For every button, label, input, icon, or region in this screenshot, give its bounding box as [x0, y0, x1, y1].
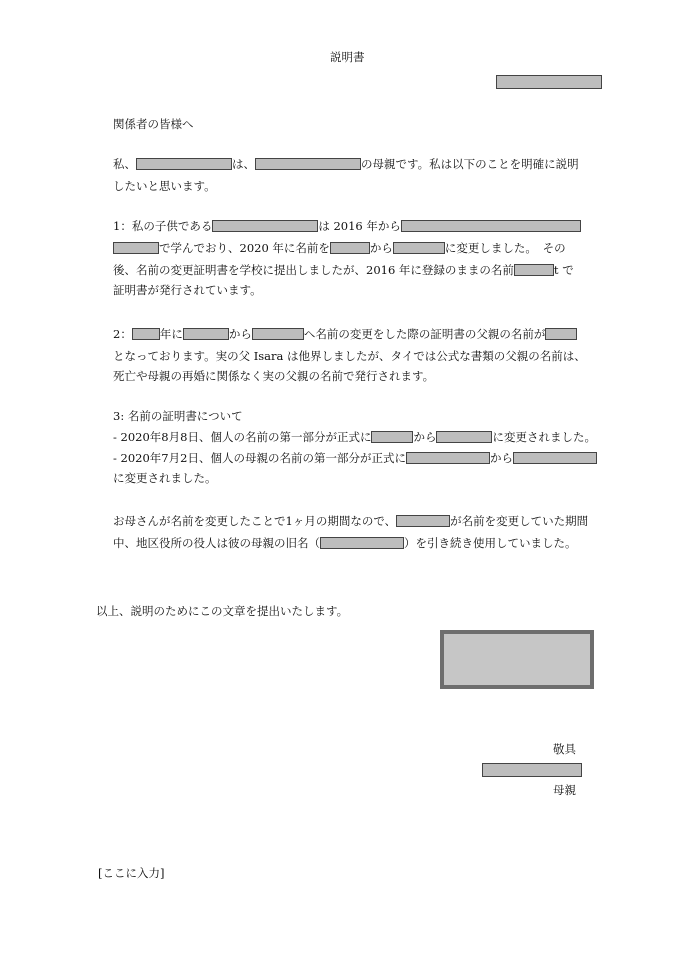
item3-bullet-1: [113, 430, 596, 445]
redacted-old-name: [371, 431, 413, 443]
para4-text: が名前を変更していた期間: [450, 514, 589, 528]
para4-line-1: [113, 514, 588, 529]
redacted-old-name: [183, 328, 229, 340]
redacted-child-name: [396, 515, 450, 527]
item2-text: へ名前の変更をした際の証明書の父親の名前が: [303, 327, 546, 341]
para4-line-2: [113, 536, 577, 551]
intro-line-1: [113, 157, 579, 172]
item1-text: に変更しました。 その: [444, 241, 566, 255]
para4-text: お母さんが名前を変更したことで1ヶ月の期間なので、: [113, 514, 397, 528]
redacted-child: [212, 220, 318, 232]
page-title: 説明書: [330, 50, 365, 64]
item2-text: から: [228, 327, 252, 341]
item2-text: 2：: [113, 327, 132, 341]
redacted-mother-old-name: [320, 537, 404, 549]
item3-heading: 3: 名前の証明書について: [113, 409, 243, 423]
item3-text: に変更されました。: [492, 430, 596, 444]
redacted-new-name: [436, 431, 492, 443]
item1-text: で学んでおり、2020 年に名前を: [159, 241, 330, 255]
item1-line-4: 証明書が発行されています。: [113, 283, 262, 297]
intro-mid: は、: [232, 157, 255, 171]
item1-line-2: [113, 241, 566, 256]
para4-text: ）を引き続き使用していました。: [404, 536, 577, 550]
intro-prefix: 私、: [113, 157, 136, 171]
item1-text: から: [369, 241, 393, 255]
redacted-mother-old-name: [406, 452, 490, 464]
item3-text: から: [413, 430, 437, 444]
intro-tail: の母親です。私は以下のことを明確に説明: [361, 157, 579, 171]
redacted-mother-name: [136, 158, 232, 170]
item2-line-1: [113, 327, 577, 342]
item3-text: から: [489, 451, 513, 465]
redacted-new-name: [393, 242, 445, 254]
item1-line-1: [113, 219, 581, 234]
redacted-signature: [440, 630, 594, 689]
intro-line-2: したいと思います。: [113, 179, 216, 193]
item3-text: - 2020年7月2日、個人の母親の名前の第一部分が正式に: [113, 451, 406, 465]
redacted-date: [496, 75, 602, 89]
closing-sentence: 以上、説明のためにこの文章を提出いたします。: [96, 604, 349, 618]
redacted-registered-name: [514, 264, 554, 276]
redacted-year: [132, 328, 160, 340]
item2-text: 年に: [159, 327, 183, 341]
item2-line-2: となっております。実の父 Isara は他界しましたが、タイでは公式な書類の父親の名前は、: [113, 349, 586, 363]
signer-role: 母親: [553, 783, 576, 797]
para4-text: 中、地区役所の役人は彼の母親の旧名（: [113, 536, 320, 550]
salutation: 関係者の皆様へ: [113, 117, 194, 131]
redacted-school: [401, 220, 581, 232]
redacted-new-name: [252, 328, 304, 340]
item3-text: - 2020年8月8日、個人の名前の第一部分が正式に: [113, 430, 372, 444]
item1-text: は 2016 年から: [318, 219, 401, 233]
item3-bullet-2: [113, 451, 597, 466]
redacted-father-name: [545, 328, 577, 340]
redacted-child-name: [255, 158, 361, 170]
regards: 敬具: [553, 742, 576, 756]
redacted-old-name: [330, 242, 370, 254]
item1-text: t で: [553, 263, 574, 277]
redacted-mother-new-name: [513, 452, 597, 464]
item3-bullet-2-cont: に変更されました。: [113, 471, 217, 485]
item1-text: 1：私の子供である: [113, 219, 213, 233]
item1-text: 後、名前の変更証明書を学校に提出しましたが、2016 年に登録のままの名前: [113, 263, 514, 277]
footer-placeholder[interactable]: [ここに入力]: [98, 866, 165, 880]
redacted-school-cont: [113, 242, 159, 254]
item2-line-3: 死亡や母親の再婚に関係なく実の父親の名前で発行されます。: [113, 369, 435, 383]
item1-line-3: [113, 263, 574, 278]
redacted-signer-name: [482, 763, 582, 777]
